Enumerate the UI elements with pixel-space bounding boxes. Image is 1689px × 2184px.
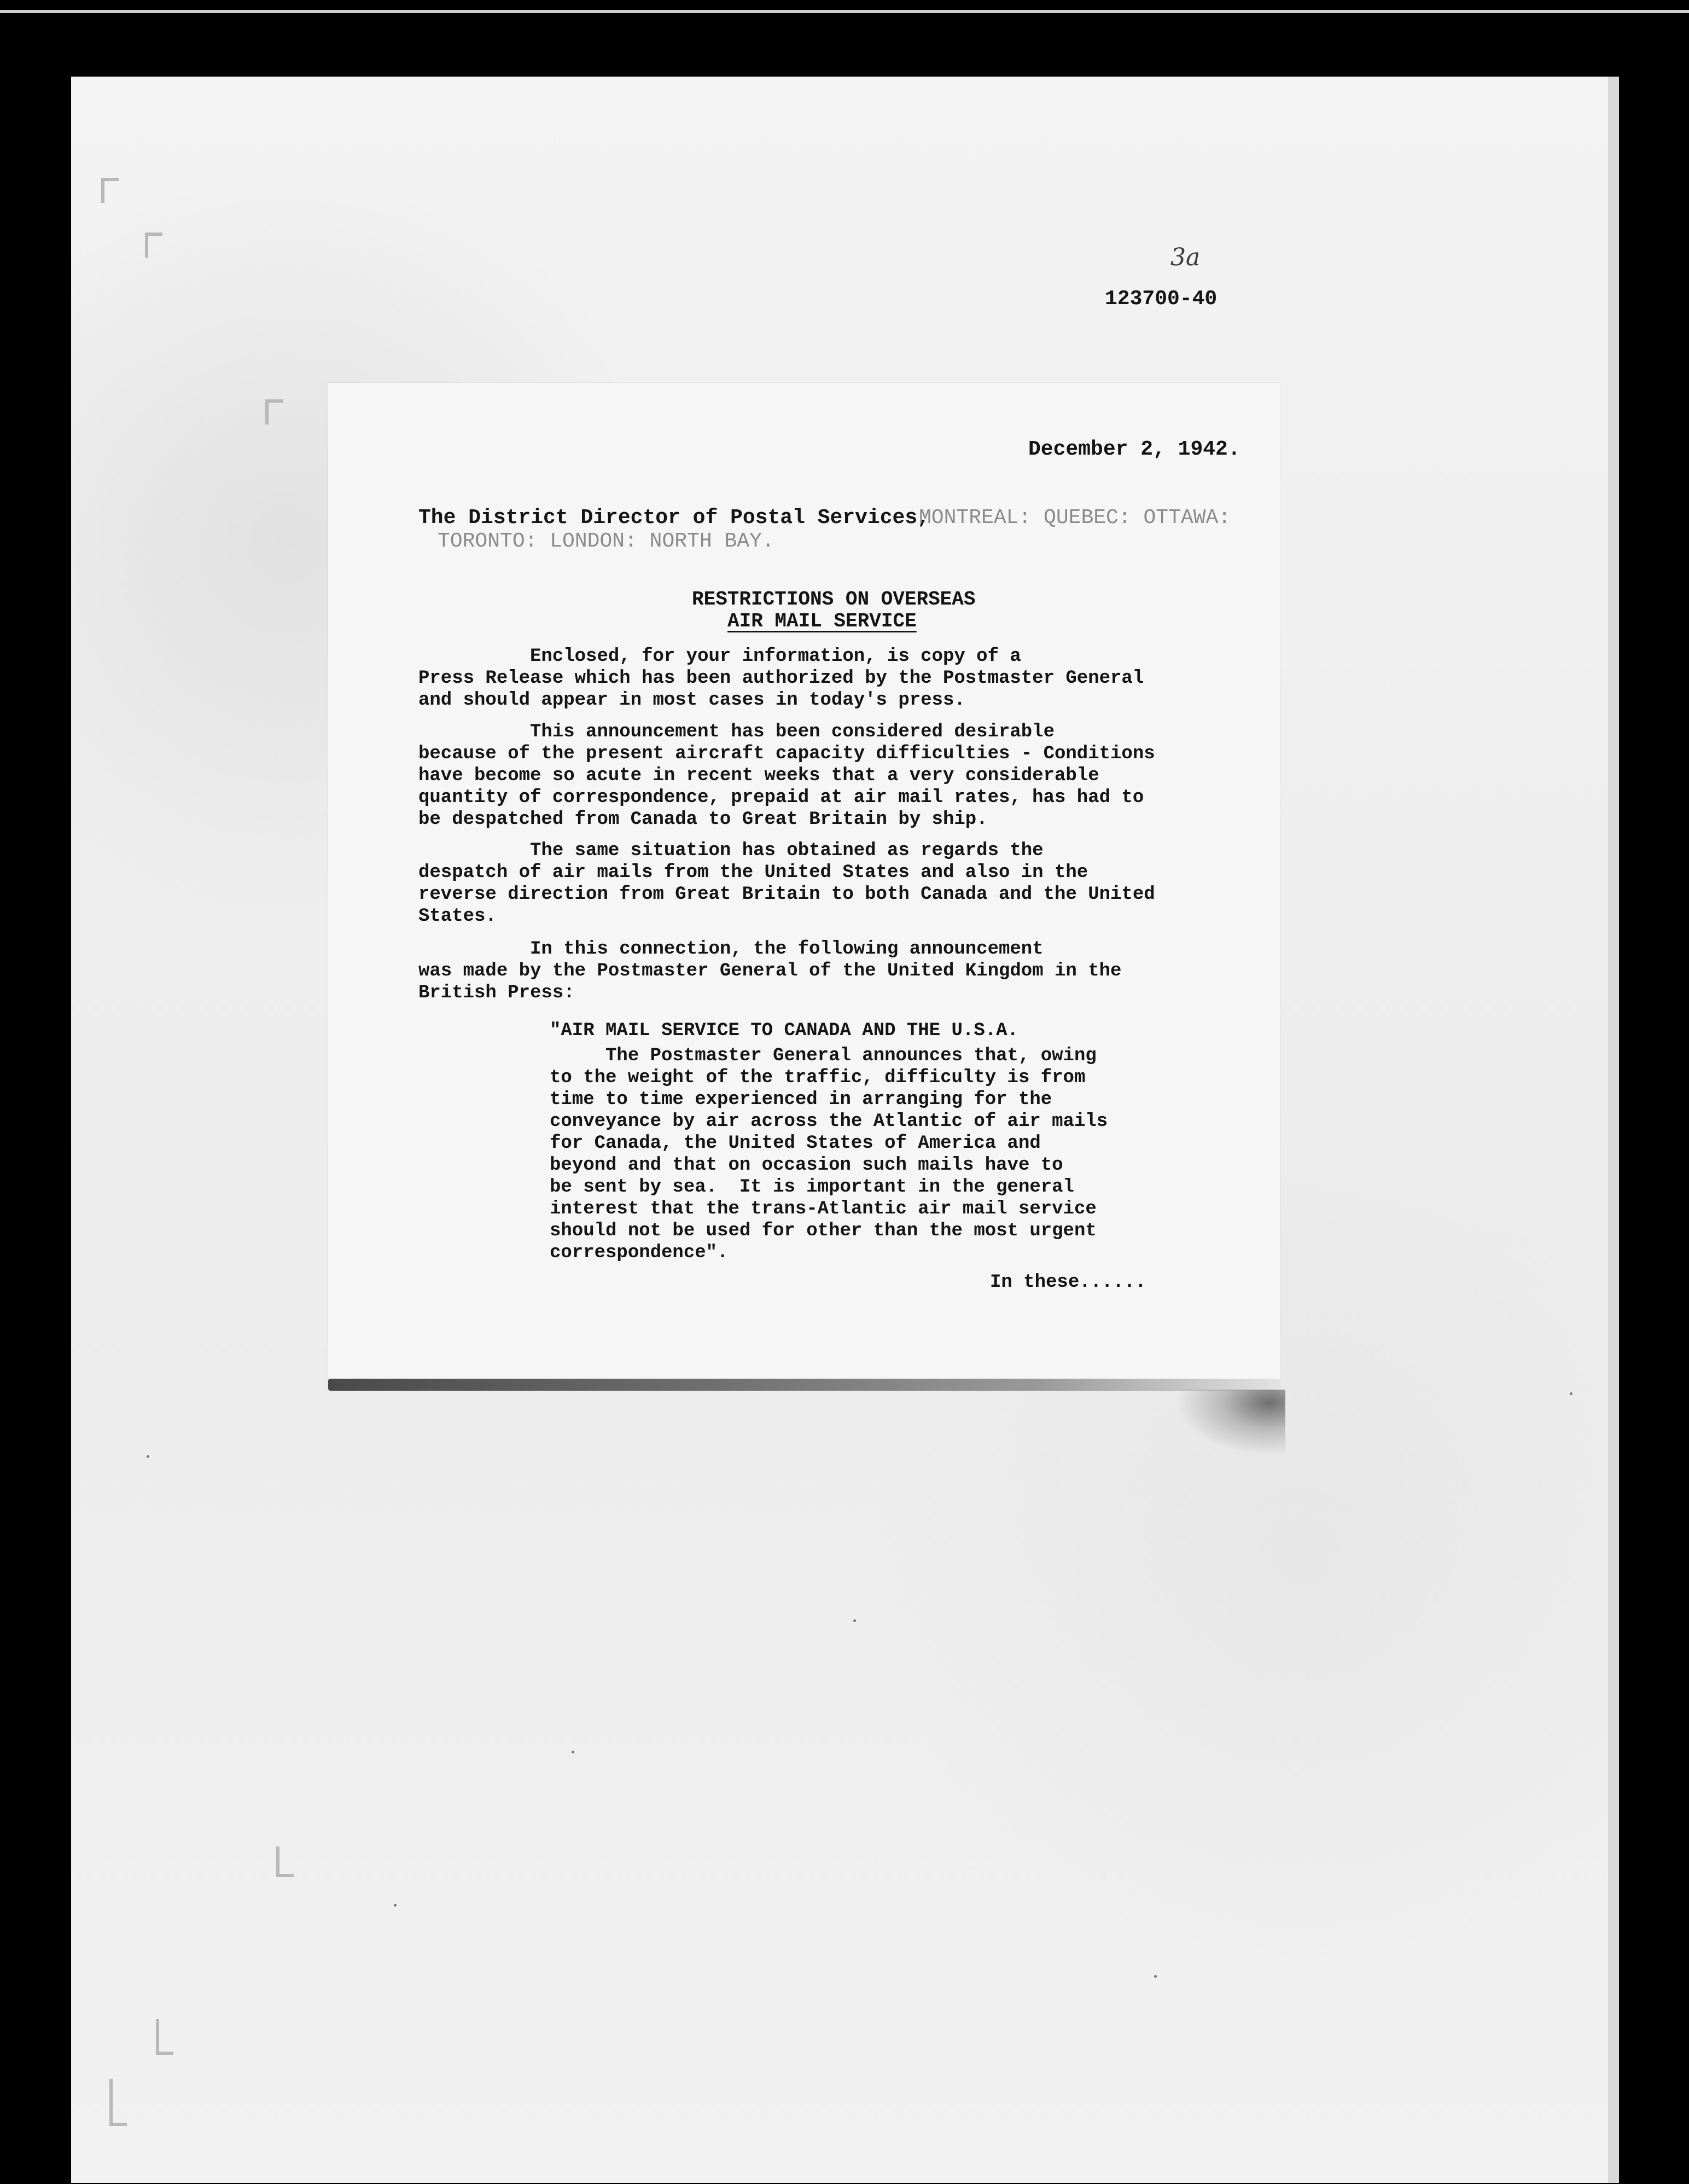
handwritten-page-number: 3a xyxy=(1170,243,1201,271)
film-speck xyxy=(147,1455,149,1458)
addressee-title: The District Director of Postal Services, xyxy=(418,506,930,530)
sheet-corner-curl xyxy=(1176,1390,1285,1455)
film-corner-mark xyxy=(145,233,162,258)
letter-date: December 2, 1942. xyxy=(1028,438,1240,461)
film-corner-mark xyxy=(265,399,283,425)
film-corner-mark xyxy=(101,178,119,203)
film-speck xyxy=(1154,1975,1157,1978)
sheet-edge-shadow xyxy=(328,1379,1280,1391)
addressee-cities-continued: TORONTO: LONDON: NORTH BAY. xyxy=(438,530,774,553)
body-paragraph: Enclosed, for your information, is copy of a Press Release which has been authorized by the Postmaster General and should appear in most cases in today's press. xyxy=(418,646,1144,711)
quoted-announcement-body: The Postmaster General announces that, owing to the weight of the traffic, difficulty is from time to time experienced in arranging for the conveyance by air across the Atlantic of air mails for Canada, the United States of America and beyond and that on occasion such mails have to be sent by sea. It is important in the general interest that the trans-Atlantic air mail service should not be used for other than the most urgent correspondence". xyxy=(550,1045,1108,1263)
addressee-cities: MONTREAL: QUEBEC: OTTAWA: xyxy=(919,506,1231,530)
film-speck xyxy=(394,1904,397,1907)
body-paragraph: The same situation has obtained as regards the despatch of air mails from the United States and also in the reverse direction from Great Britain to both Canada and the United States. xyxy=(418,840,1155,927)
body-paragraph: In this connection, the following announcement was made by the Postmaster General of the United Kingdom in the British Press: xyxy=(418,939,1122,1003)
continuation-catchword: In these...... xyxy=(990,1272,1146,1293)
film-speck xyxy=(1570,1392,1572,1395)
film-speck xyxy=(853,1619,856,1622)
film-corner-mark xyxy=(156,2019,173,2055)
film-top-edge xyxy=(0,10,1689,13)
file-number: 123700-40 xyxy=(1105,287,1218,311)
film-corner-mark xyxy=(109,2079,127,2126)
subject-heading-underlined: AIR MAIL SERVICE xyxy=(727,610,917,632)
quoted-announcement-heading: "AIR MAIL SERVICE TO CANADA AND THE U.S.A. xyxy=(550,1020,1018,1041)
film-speck xyxy=(572,1751,574,1753)
film-right-edge xyxy=(1608,77,1619,2183)
body-paragraph: This announcement has been considered desirable because of the present aircraft capacity difficulties - Conditions have become so acute in recent weeks that a very considerable quantity of correspondence, prepaid at air mail rates, has had to be despatched from Canada to Great Britain by ship. xyxy=(418,722,1155,830)
subject-heading: RESTRICTIONS ON OVERSEAS xyxy=(692,588,976,611)
film-corner-mark xyxy=(276,1846,294,1877)
